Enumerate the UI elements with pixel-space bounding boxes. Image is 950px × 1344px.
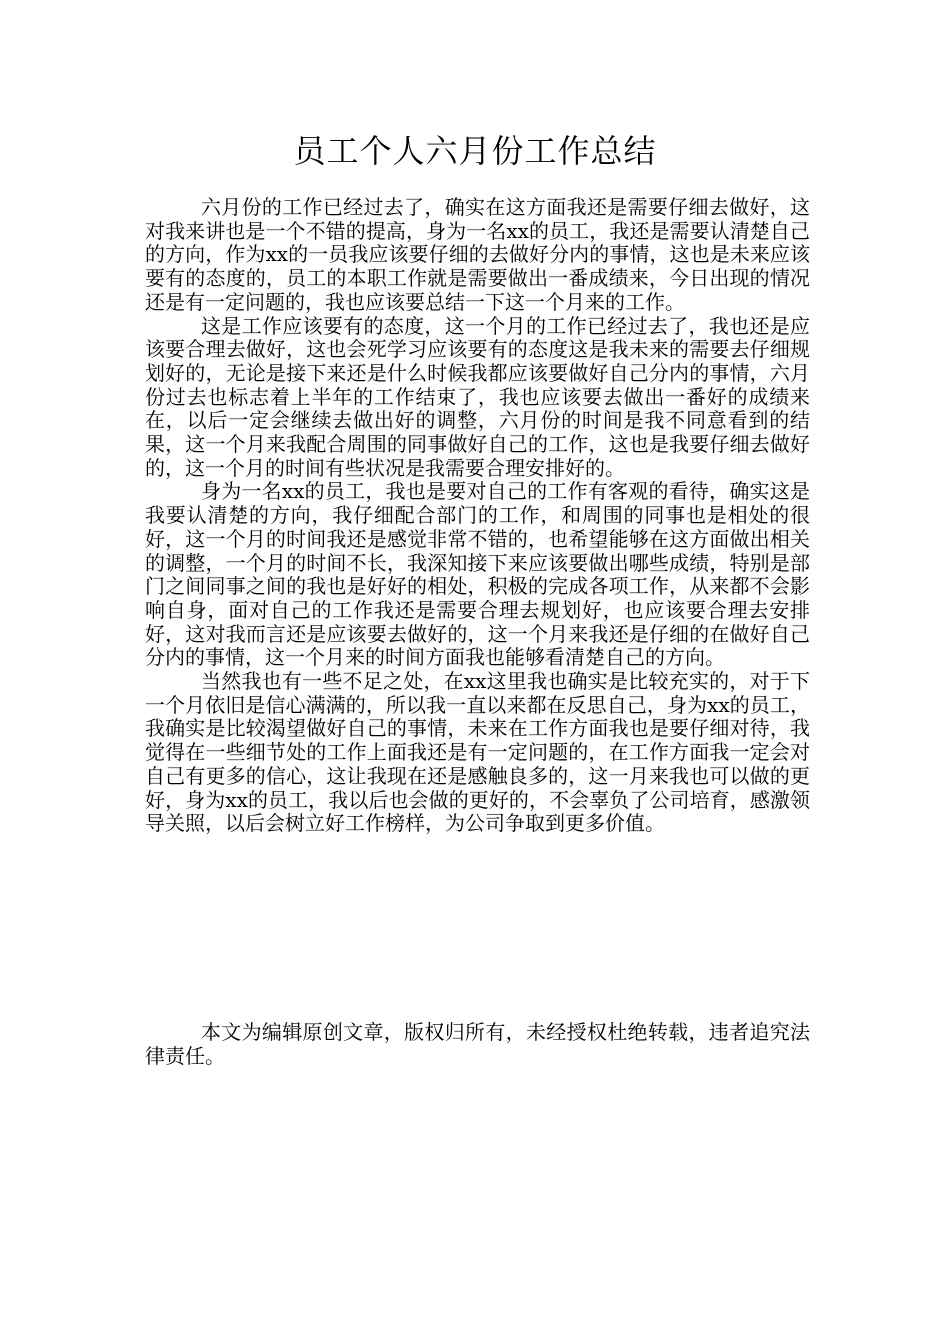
paragraph-4: 当然我也有一些不足之处，在xx这里我也确实是比较充实的，对于下一个月依旧是信心满满的，所以我一直以来都在反思自己，身为xx的员工，我确实是比较渴望做好自己的事情，未来在工作方面我也是要仔细对待，我觉得在一些细节处的工作上面我还是有一定问题的，在工作方面我一定会对自己有更多的信心，这让我现在还是感触良多的，这一月来我也可以做的更好，身为xx的员工，我以后也会做的更好的，不会辜负了公司培育，感激领导关照，以后会树立好工作榜样，为公司争取到更多价值。 (145, 669, 810, 836)
document-body (145, 196, 810, 836)
copyright-notice: 本文为编辑原创文章，版权归所有，未经授权杜绝转载，违者追究法律责任。 (145, 1020, 810, 1068)
copyright-section (145, 1021, 810, 1068)
paragraph-3: 身为一名xx的员工，我也是要对自己的工作有客观的看待，确实这是我要认清楚的方向，我仔细配合部门的工作，和周围的同事也是相处的很好，这一个月的时间我还是感觉非常不错的，也希望能够在这方面做出相关的调整，一个月的时间不长，我深知接下来应该要做出哪些成绩，特别是部门之间同事之间的我也是好好的相处，积极的完成各项工作，从来都不会影响自身，面对自己的工作我还是需要合理去规划好，也应该要合理去安排好，这对我而言还是应该要去做好的，这一个月来我还是仔细的在做好自己分内的事情，这一个月来的时间方面我也能够看清楚自己的方向。 (145, 479, 810, 670)
document-title: 员工个人六月份工作总结 (293, 132, 657, 170)
paragraph-2: 这是工作应该要有的态度，这一个月的工作已经过去了，我也还是应该要合理去做好，这也会死学习应该要有的态度这是我未来的需要去仔细规划好的，无论是接下来还是什么时候我都应该要做好自己分内的事情，六月份过去也标志着上半年的工作结束了，我也应该要去做出一番好的成绩来在，以后一定会继续去做出好的调整，六月份的时间是我不同意看到的结果，这一个月来我配合周围的同事做好自己的工作，这也是我要仔细去做好的，这一个月的时间有些状况是我需要合理安排好的。 (145, 313, 810, 480)
paragraph-1: 六月份的工作已经过去了，确实在这方面我还是需要仔细去做好，这对我来讲也是一个不错的提高，身为一名xx的员工，我还是需要认清楚自己的方向，作为xx的一员我应该要仔细的去做好分内的事情，这也是未来应该要有的态度的，员工的本职工作就是需要做出一番成绩来，今日出现的情况还是有一定问题的，我也应该要总结一下这一个月来的工作。 (145, 195, 810, 314)
